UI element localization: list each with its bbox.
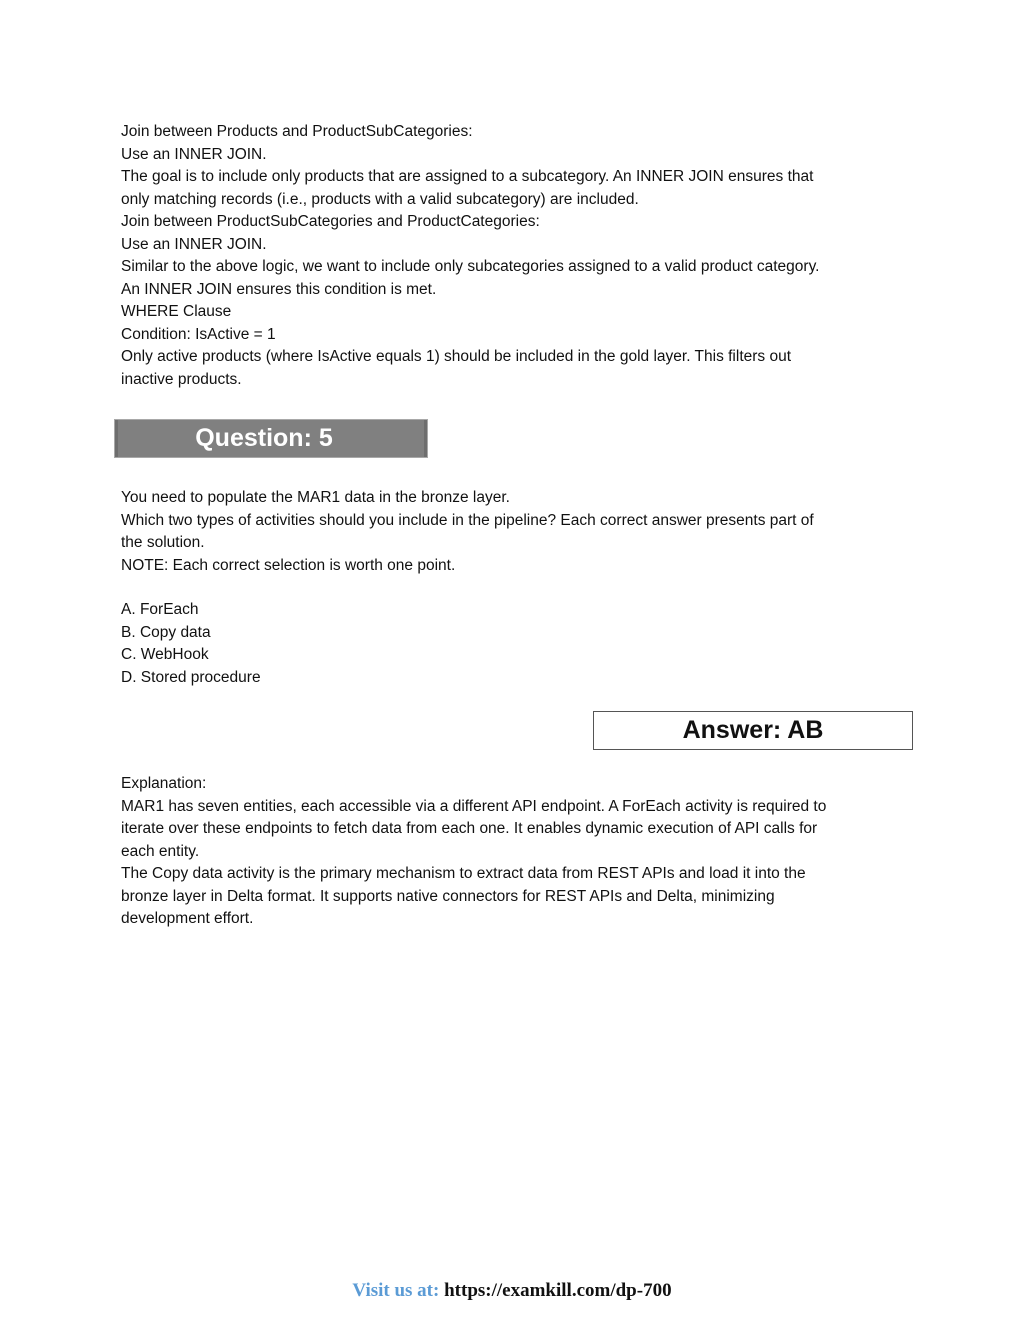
answer-label: Answer: AB (682, 716, 824, 744)
intro-line: Only active products (where IsActive equals 1) should be included in the gold layer. This filters out (121, 348, 792, 365)
question-header (115, 420, 427, 457)
question-line: Which two types of activities should you include in the pipeline? Each correct answer presents part of (121, 511, 814, 529)
intro-line: The goal is to include only products that are assigned to a subcategory. An INNER JOIN ensures that (121, 168, 814, 185)
intro-text (121, 121, 901, 391)
explanation-line: bronze layer in Delta format. It supports native connectors for REST APIs and Delta, minimizing (121, 887, 775, 905)
explanation-line: development effort. (121, 910, 254, 927)
answer-box (593, 711, 913, 750)
option-b: B. Copy data (121, 623, 211, 641)
footer-prefix: Visit us at: (352, 1280, 440, 1301)
footer (0, 1280, 1024, 1302)
explanation-line: Explanation: (121, 775, 207, 792)
option-d: D. Stored procedure (121, 668, 261, 686)
question-title: Question: 5 (195, 424, 333, 452)
intro-line: Join between ProductSubCategories and ProductCategories: (121, 213, 540, 230)
intro-line: WHERE Clause (121, 303, 232, 320)
question-text (121, 487, 901, 577)
option-a: A. ForEach (121, 601, 199, 618)
intro-line: Similar to the above logic, we want to include only subcategories assigned to a valid product category. (121, 258, 820, 275)
answer-options (121, 599, 901, 689)
footer-link[interactable]: https://examkill.com/dp-700 (444, 1280, 672, 1301)
intro-line: Use an INNER JOIN. (121, 235, 267, 253)
explanation-line: The Copy data activity is the primary mechanism to extract data from REST APIs and load it into the (121, 865, 806, 882)
intro-line: An INNER JOIN ensures this condition is met. (121, 280, 437, 298)
intro-line: Use an INNER JOIN. (121, 145, 267, 163)
intro-line: only matching records (i.e., products with a valid subcategory) are included. (121, 190, 639, 208)
question-line: You need to populate the MAR1 data in the bronze layer. (121, 489, 510, 506)
intro-line: Join between Products and ProductSubCategories: (121, 123, 473, 140)
question-line: NOTE: Each correct selection is worth one point. (121, 556, 456, 574)
option-c: C. WebHook (121, 646, 209, 663)
question-line: the solution. (121, 534, 205, 551)
intro-line: Condition: IsActive = 1 (121, 325, 276, 343)
explanation-text (121, 773, 901, 931)
explanation-line: each entity. (121, 842, 200, 860)
explanation-line: MAR1 has seven entities, each accessible via a different API endpoint. A ForEach activity is required to (121, 797, 827, 815)
intro-line: inactive products. (121, 370, 242, 388)
explanation-line: iterate over these endpoints to fetch data from each one. It enables dynamic execution of API calls for (121, 820, 818, 837)
